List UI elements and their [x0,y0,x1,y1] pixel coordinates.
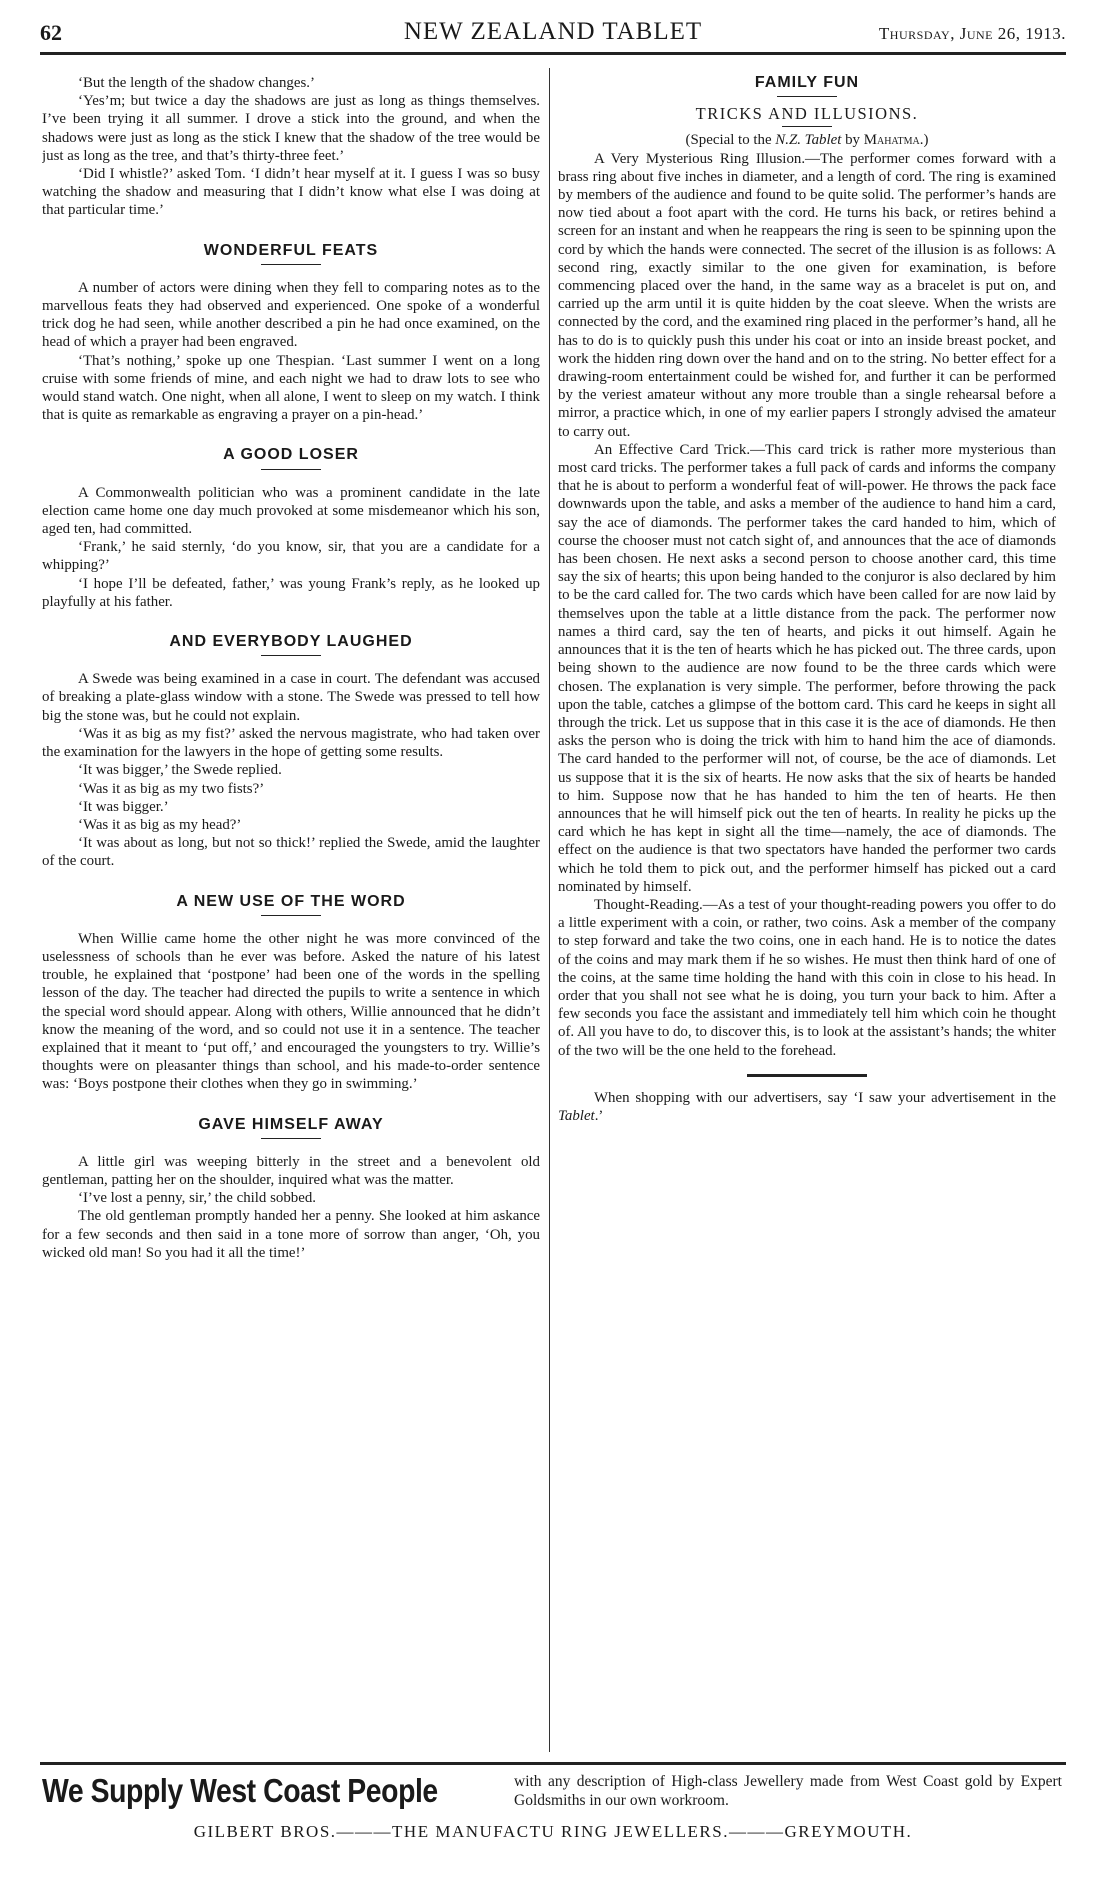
article-wonderful-feats [42,242,540,425]
advertisement-company: GILBERT BROS. [193,1822,337,1841]
paragraph: ‘It was bigger.’ [78,798,169,815]
heading-rule [261,469,321,470]
paragraph-card-trick: An Effective Card Trick.—This card trick is rather more mysterious than most card tricks. The performer takes a full pack of cards and informs the company that he is about to perform a wonderful feat of will-power. He throws the pack face downwards upon the table, and asks a member of the audience to hand him a card, say the ace of diamonds. The performer takes the card handed to him, which of course the chooser must not catch sight of, and announces that the ace of diamonds has been chosen. He next asks a second person to choose another card, this time say the six of hearts; this upon being handed to the conjuror is also declared by him to be the card called for. The two cards which have been called for are now laid by themselves upon the table at a little distance from the pack. The performer now names a third card, say the ten of hearts, and picks it out himself. Again he announces that it is the ten of hearts which he has picked out. The three cards, upon being shown to the audience are now found to be the three cards which were chosen. The explanation is very simple. The performer, before throwing the pack upon the table, catches a glimpse of the bottom card. This card he keeps in sight all through the trick. Let us suppose that in this case it is the ace of diamonds. He then asks the person who is doing the trick with him to hand him the ace of diamonds. The card handed to the performer will not, of course, be the ace of diamonds. Let us suppose that it is the six of hearts. He now asks that the six of hearts be handed to him. Suppose now that he has handed to him the ten of hearts. He then announces that he will himself pick out the ten of hearts. In reality he picks up the card which he has kept in sight all the time—namely, the ace of diamonds. The effect on the audience is that two spectators have handed the performer two cards which he told them to pick out, and the performer himself has picked out a card nominated by himself. [558,441,1056,895]
paragraph: ‘That’s nothing,’ spoke up one Thespian. ‘Last summer I went on a long cruise with some friends of mine, and each night we had to draw lots to see who would stand watch. One night, when all alone, I went to sleep on my watch. I think that is quite as remarkable as engraving a prayer on a pin-head.’ [42,352,540,424]
paragraph: ‘Did I whistle?’ asked Tom. ‘I didn’t hear myself at it. I guess I was so busy watching the shadow and measuring that I didn’t know what else I was doing at that particular time.’ [42,166,540,219]
paragraph: A Swede was being examined in a case in court. The defendant was accused of breaking a plate-glass window with a stone. The Swede was pressed to tell how big the stone was, but he could not explain. [42,671,540,724]
paragraph: ‘It was about as long, but not so thick!’ replied the Swede, amid the laughter of the court. [42,835,540,870]
advertisement-description: with any description of High-class Jewellery made from West Coast gold by Expert Goldsmiths in our own workroom. [514,1773,1062,1809]
closing-end: .’ [594,1107,604,1124]
byline-by: by [845,132,860,149]
article-heading: A GOOD LOSER [223,446,359,464]
article-heading: AND EVERYBODY LAUGHED [169,633,413,651]
advertisement-rule [40,1762,1066,1765]
paragraph: ‘Was it as big as my two fists?’ [78,780,265,797]
heading-rule [261,655,321,656]
paragraph: ‘I hope I’ll be defeated, father,’ was young Frank’s reply, as he looked up playfully at his father. [42,575,540,610]
subheading-rule [782,126,832,127]
end-rule [747,1074,867,1077]
header-rule [40,52,1066,55]
article-and-everybody-laughed [42,633,540,870]
article-heading: WONDERFUL FEATS [203,241,379,259]
advertisement-tagline: THE MANUFACTU RING JEWELLERS. [392,1822,729,1841]
advertisement-signature: GILBERT BROS.———THE MANUFACTU RING JEWELLERS.———GREYMOUTH. [193,1822,913,1841]
section-heading: FAMILY FUN [754,74,860,91]
article-heading: GAVE HIMSELF AWAY [198,1115,384,1133]
paragraph: A little girl was weeping bitterly in the street and a benevolent old gentleman, patting her on the shoulder, inquired what was the matter. [42,1153,540,1188]
heading-rule [261,915,321,916]
advertisement-location: GREYMOUTH. [784,1822,913,1841]
paragraph-thought-reading: Thought-Reading.—As a test of your thought-reading powers you offer to do a little experiment with a coin, or rather, two coins. Ask a member of the company to step forward and take the two coins, one in each hand. He is to notice the dates of the coins and may mark them if he so wishes. He must then think hard of one of the coins, at the same time holding the hand with this coin in close to his head. In order that you shall not see what he is doing, you turn your back to him. After a few seconds you face the assistant and immediately tell him which coin he thought of. All you have to do, to discover this, is to look at the assistant’s hands; the whiter of the two will be the one held to the forehead. [558,896,1056,1059]
paragraph: ‘Was it as big as my fist?’ asked the nervous magistrate, who had taken over the examination for the lawyers in the hope of getting some results. [42,725,540,761]
byline-prefix: (Special to the [685,132,772,149]
article-a-new-use-of-the-word [42,893,540,1094]
paragraph: ‘It was bigger,’ the Swede replied. [78,762,282,779]
closing-text: When shopping with our advertisers, say ‘I saw your advertisement in the [594,1089,1056,1106]
paragraph: ‘I’ve lost a penny, sir,’ the child sobbed. [78,1190,317,1207]
closing-publication: Tablet [558,1107,595,1124]
byline [558,131,1056,149]
right-column [558,74,1056,1750]
byline-publication: N.Z. Tablet [775,132,842,149]
page-header [40,18,1066,54]
article-heading: A NEW USE OF THE WORD [176,892,406,910]
page-number: 62 [40,20,62,45]
paragraph: When Willie came home the other night he was more convinced of the uselessness of schools than he ever was before. Asked the nature of his latest trouble, he explained that ‘postpone’ had been one of the words in the spelling lesson of the day. The teacher had directed the pupils to write a sentence in which the special word should appear. Along with others, Willie announced that he didn’t know the meaning of the word, and so could not use it in a sentence. The teacher explained that it meant to ‘put off,’ and encouraged the youngsters to try. Willie’s thoughts were on pleasanter things than school, and his made-to-order sentence was: ‘Boys postpone their clothes when they go in swimming.’ [42,930,540,1093]
paragraph: A Commonwealth politician who was a prominent candidate in the late election came home one day much provoked at some misdemeanor which his son, aged ten, had committed. [42,484,540,538]
article-gave-himself-away [42,1116,540,1262]
byline-suffix: ) [923,132,929,149]
heading-rule [777,96,837,97]
paragraph: ‘Frank,’ he said sternly, ‘do you know, sir, that you are a candidate for a whipping?’ [42,539,540,574]
paragraph: ‘Was it as big as my head?’ [78,816,242,833]
column-divider [549,68,550,1752]
subheading: TRICKS AND ILLUSIONS. [695,104,919,124]
article-a-good-loser [42,446,540,611]
issue-date: Thursday, June 26, 1913. [878,24,1066,43]
paragraph: The old gentleman promptly handed her a penny. She looked at him askance for a few seconds and then said in a tone more of sorrow than anger, ‘Oh, you wicked old man! So you had it all the time!’ [42,1208,540,1261]
paragraph: ‘But the length of the shadow changes.’ [78,75,315,91]
paragraph-ring-illusion: A Very Mysterious Ring Illusion.—The performer comes forward with a brass ring about five inches in diameter, and a length of cord. The ring is examined by members of the audience and found to be quite solid. The performer’s hands are now tied about a foot apart with the cord. He turns his back, or retires behind a screen for an instant and when he reappears the ring is seen to be spinning upon the cord by which the hands were connected. The secret of the illusion is as follows: A second ring, exactly similar to the one given for examination, is before commencing placed over the hand, in the same way as a bracelet is put on, and carried up the arm until it is quite hidden by the coat sleeve. When the wrists are connected by the cord, and the examined ring placed in the performer’s hand, all he has to do is to quickly push this under his coat or into an inside breast pocket, and work the hidden ring down over the hand and on to the string. No better effect for a drawing-room entertainment could be wished for, and further it can be performed by the veriest amateur without any more trouble than a single rehearsal before a mirror, a practice which, in one of my earlier papers I strongly advised the amateur to carry out. [558,150,1056,440]
heading-rule [261,1138,321,1139]
heading-rule [261,264,321,265]
byline-author: Mahatma. [863,132,924,149]
paragraph: A number of actors were dining when they fell to comparing notes as to the marvellous feats they had observed and experienced. One spoke of a wonderful trick dog he had seen, while another described a pin he had once examined, on the head of which a prayer had been engraved. [42,279,540,351]
left-column [42,74,540,1750]
intro-story [42,74,540,220]
paragraph: ‘Yes’m; but twice a day the shadows are just as long as things themselves. I’ve been trying it all summer. I drove a stick into the ground, and when the shadows were just as long as the stick I knew that the shadow of the tree would be just as long as the tree, and that’s thirty-three feet.’ [42,93,540,164]
closing-note [558,1089,1056,1125]
masthead-title: NEW ZEALAND TABLET [403,18,703,45]
advertisement-headline: We Supply West Coast People [42,1772,438,1809]
